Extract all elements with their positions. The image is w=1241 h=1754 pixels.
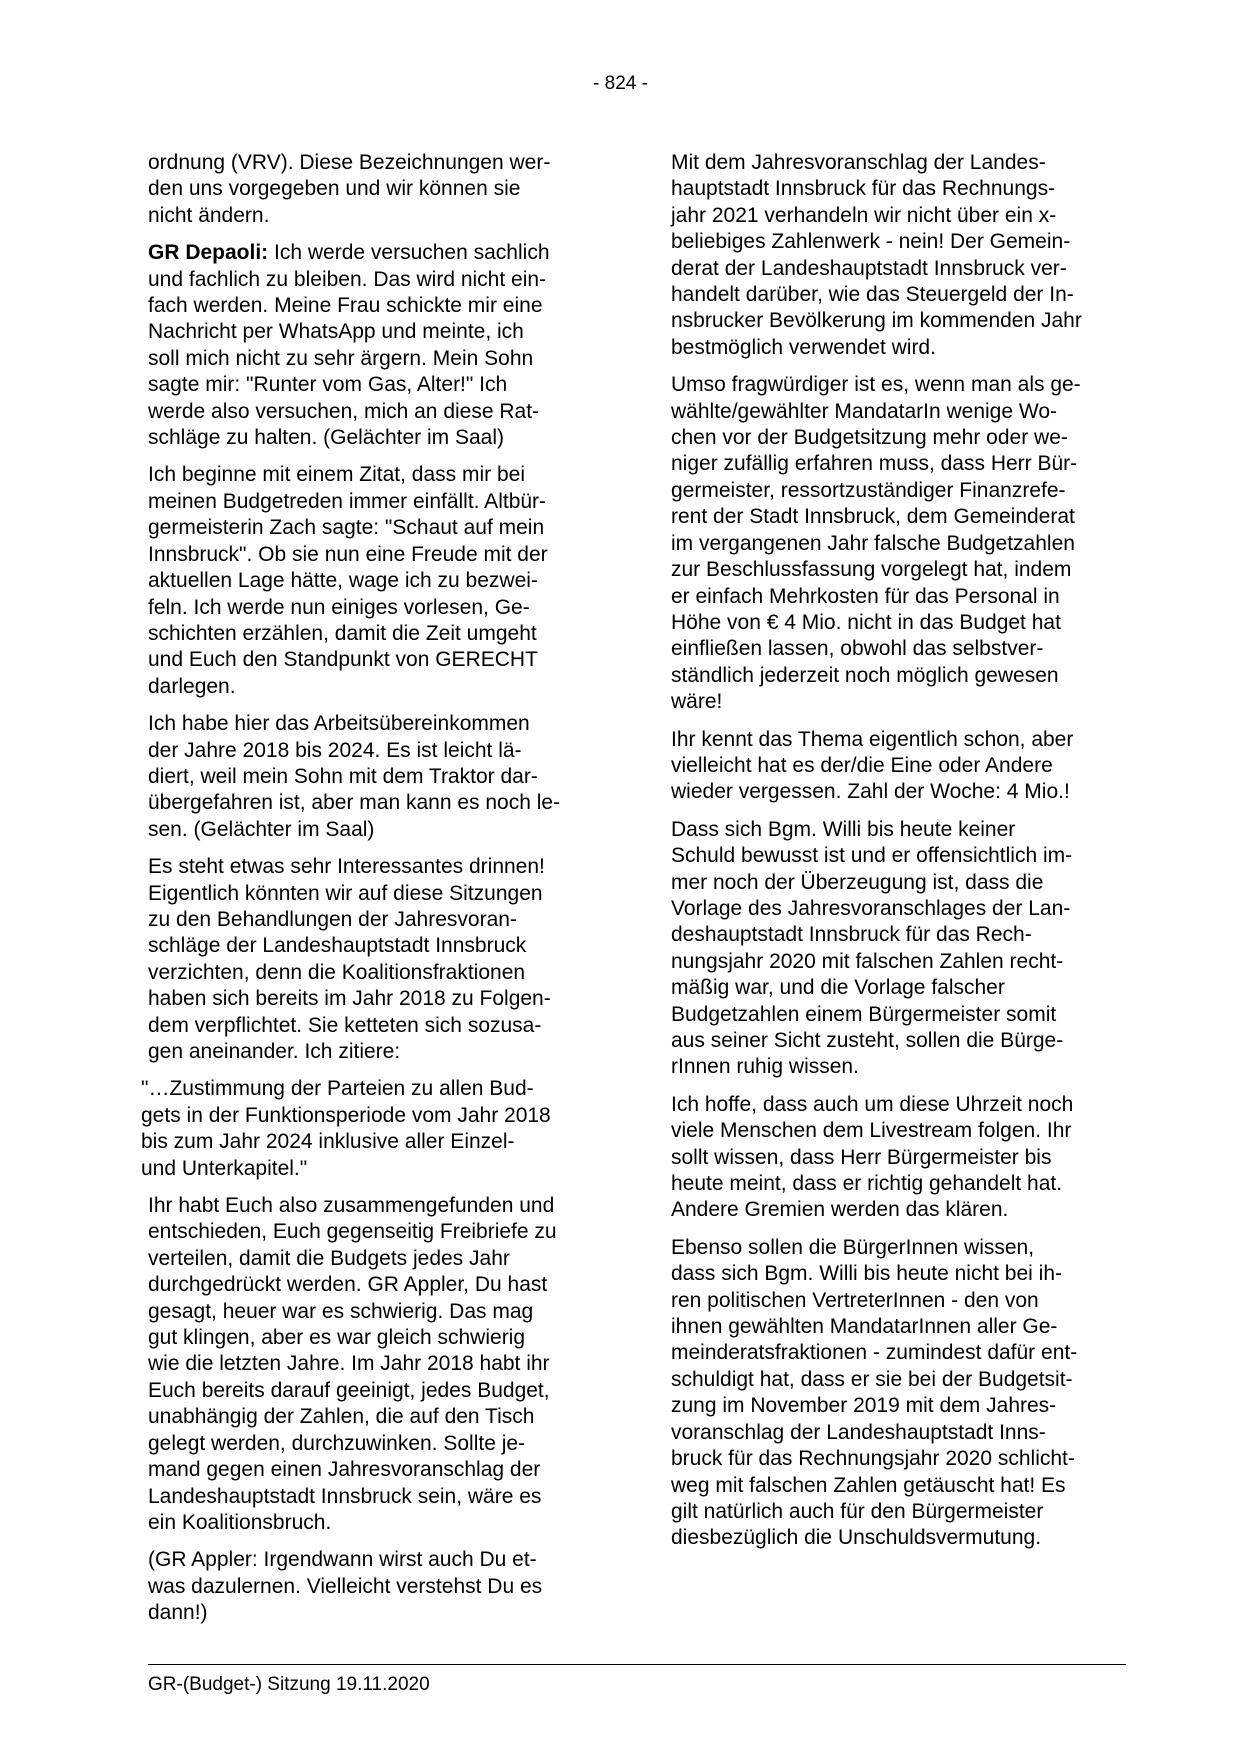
- speech-text: Ich werde versuchen sachlich und fachlich zu bleiben. Das wird nicht ein- fach werden. Meine Frau schickte mir eine Nachricht per WhatsApp und meinte, ich soll mich nicht zu sehr ärgern. Mein Sohn sagte mir: "Runter vom Gas, Alter!" Ich werde also versuchen, mich an diese Rat- schläge zu halten. (Gelächter im Saal): [148, 241, 550, 450]
- paragraph: Ihr habt Euch also zusammengefunden und entschieden, Euch gegenseitig Freibriefe zu verteilen, damit die Budgets jedes Jahr durchgedrückt werden. GR Appler, Du hast gesagt, heuer war es schwierig. Das mag gut klingen, aber es war gleich schwierig wie die letzten Jahre. Im Jahr 2018 habt ihr Euch bereits darauf geeinigt, jedes Budget, unabhängig der Zahlen, die auf den Tisch gelegt werden, durchzuwinken. Sollte je- mand gegen einen Jahresvoranschlag der Landeshauptstadt Innsbruck sein, wäre es ein Koalitionsbruch.: [148, 1194, 557, 1534]
- paragraph: Umso fragwürdiger ist es, wenn man als ge- wählte/gewählter MandatarIn wenige Wo- chen vor der Budgetsitzung mehr oder we- niger zufällig erfahren muss, dass Herr Bür- germeister, ressortzuständiger Finanzrefe- rent der Stadt Innsbruck, dem Gemeinderat im vergangenen Jahr falsche Budgetzahlen zur Beschlussfassung vorgelegt hat, indem er einfach Mehrkosten für das Personal in Höhe von € 4 Mio. nicht in das Budget hat einfließen lassen, obwohl das selbstver- ständlich jederzeit noch möglich gewesen wäre!: [671, 373, 1081, 714]
- paragraph: ordnung (VRV). Diese Bezeichnungen wer- den uns vorgegeben und wir können sie nicht ändern.: [148, 151, 551, 227]
- paragraph: Es steht etwas sehr Interessantes drinnen! Eigentlich könnten wir auf diese Sitzungen zu den Behandlungen der Jahresvoran- schläge der Landeshauptstadt Innsbruck verzichten, denn die Koalitionsfraktionen haben sich bereits im Jahr 2018 zu Folgen- dem verpflichtet. Sie ketteten sich sozusa- gen aneinander. Ich zitiere:: [148, 855, 551, 1063]
- paragraph: Ich hoffe, dass auch um diese Uhrzeit noch viele Menschen dem Livestream folgen. Ihr sollt wissen, dass Herr Bürgermeister bis heute meint, dass er richtig gehandelt hat. Andere Gremien werden das klären.: [671, 1092, 1074, 1222]
- paragraph: Ihr kennt das Thema eigentlich schon, aber vielleicht hat es der/die Eine oder Andere wieder vergessen. Zahl der Woche: 4 Mio.!: [671, 727, 1074, 804]
- paragraph: Ich habe hier das Arbeitsübereinkommen der Jahre 2018 bis 2024. Es ist leicht lä- diert, weil mein Sohn mit dem Traktor dar- übergefahren ist, aber man kann es noch le- sen. (Gelächter im Saal): [148, 712, 561, 841]
- right-column: [671, 150, 1131, 1563]
- speaker-name: GR Depaoli:: [148, 241, 269, 265]
- interjection-paragraph: (GR Appler: Irgendwann wirst auch Du et- was dazulernen. Vielleicht verstehst Du es dann!): [148, 1548, 543, 1625]
- footer-text: GR-(Budget-) Sitzung 19.11.2020: [148, 1674, 430, 1695]
- footer-divider: [148, 1664, 1126, 1665]
- quote-paragraph: "…Zustimmung der Parteien zu allen Bud- gets in der Funktionsperiode vom Jahr 2018 bis zum Jahr 2024 inklusive aller Einzel- und Unterkapitel.": [141, 1077, 551, 1180]
- paragraph: Ebenso sollen die BürgerInnen wissen, dass sich Bgm. Willi bis heute nicht bei ih- ren politischen VertreterInnen - den von ihnen gewählten MandatarInnen aller Ge- meinderatsfraktionen - zumindest dafür ent- schuldigt hat, dass er sie bei der Budgetsit- zung im November 2019 mit dem Jahres- voranschlag der Landeshauptstadt Inns- bruck für das Rechnungsjahr 2020 schlicht- weg mit falschen Zahlen getäuscht hat! Es gilt natürlich auch für den Bürgermeister diesbezüglich die Unschuldsvermutung.: [671, 1235, 1078, 1550]
- speaker-paragraph: [148, 240, 605, 451]
- paragraph: Ich beginne mit einem Zitat, dass mir bei meinen Budgetreden immer einfällt. Altbür- germeisterin Zach sagte: "Schaut auf mein Innsbruck". Ob sie nun eine Freude mit der aktuellen Lage hätte, wage ich zu bezwei- feln. Ich werde nun einiges vorlesen, Ge- schichten erzählen, damit die Zeit umgeht und Euch den Standpunkt von GERECHT darlegen.: [148, 463, 548, 698]
- left-column: [141, 150, 605, 1638]
- page-number: - 824 -: [593, 73, 648, 94]
- paragraph: Dass sich Bgm. Willi bis heute keiner Schuld bewusst ist und er offensichtlich im- mer noch der Überzeugung ist, dass die Vorlage des Jahresvoranschlages der Lan- deshauptstadt Innsbruck für das Rech- nungsjahr 2020 mit falschen Zahlen recht- mäßig war, und die Vorlage falscher Budgetzahlen einem Bürgermeister somit aus seiner Sicht zusteht, sollen die Bürge- rInnen ruhig wissen.: [671, 817, 1073, 1079]
- paragraph: Mit dem Jahresvoranschlag der Landes- hauptstadt Innsbruck für das Rechnungs- jahr 2021 verhandeln wir nicht über ein x- beliebiges Zahlenwerk - nein! Der Gemein- derat der Landeshauptstadt Innsbruck ver- handelt darüber, wie das Steuergeld der In- nsbrucker Bevölkerung im kommenden Jahr bestmöglich verwendet wird.: [671, 151, 1082, 359]
